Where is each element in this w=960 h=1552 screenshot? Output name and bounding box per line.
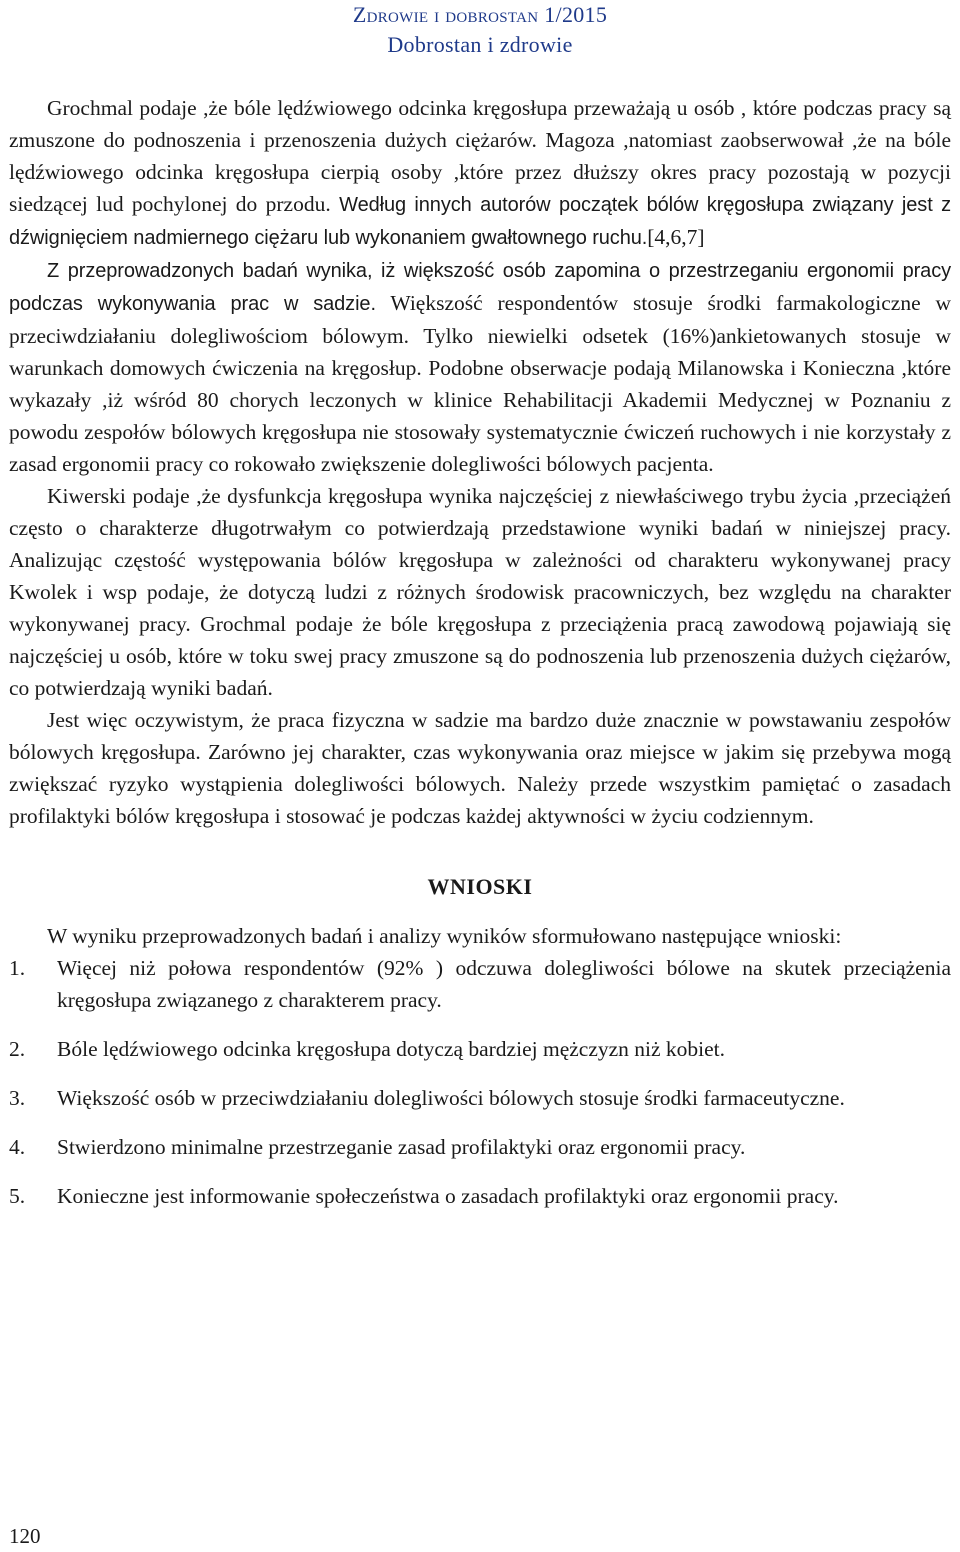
conclusions-heading: WNIOSKI bbox=[427, 874, 533, 899]
list-item bbox=[9, 1033, 951, 1065]
list-item bbox=[9, 1180, 951, 1212]
journal-title: Zdrowie i dobrostan 1/2015 bbox=[352, 2, 608, 27]
list-item bbox=[9, 1131, 951, 1163]
paragraph-2-part-a: Z przeprowadzonych badań wynika, iż większość osób zapomina o przestrzeganiu ergonomii pracy podczas wykonywania prac w sadzie. bbox=[9, 260, 951, 315]
list-item-text: Bóle lędźwiowego odcinka kręgosłupa dotyczą bardziej mężczyzn niż kobiet. bbox=[57, 1037, 726, 1061]
list-item-number: 3. bbox=[9, 1086, 26, 1110]
section-title-header: Dobrostan i zdrowie bbox=[387, 32, 573, 57]
list-item-number: 2. bbox=[9, 1037, 26, 1061]
paragraph-2-part-b: Większość respondentów stosuje środki farmakologiczne w przeciwdziałaniu dolegliwościom bólowym. Tylko niewielki odsetek (16%)ankietowanych stosuje w warunkach domowych ćwiczenia na kręgosłup. Podobne obserwacje podają Milanowska i Konieczna ,które wykazały ,iż wśród 80 chorych leczonych w klinice Rehabilitacji Akademii Medycznej w Poznaniu z powodu zespołów bólowych kręgosłupa nie stosowały systematycznie ćwiczeń ruchowych i nie korzystały z zasad ergonomii pracy co rokowało zwiększenie dolegliwości bólowych pacjenta. bbox=[9, 291, 952, 476]
paragraph-4: Jest więc oczywistym, że praca fizyczna w sadzie ma bardzo duże znacznie w powstawaniu zespołów bólowych kręgosłupa. Zarówno jej charakter, czas wykonywania oraz miejsce w jakim się przebywa mogą zwiększać ryzyko wystąpienia dolegliwości bólowych. Należy przede wszystkim pamiętać o zasadach profilaktyki bólów kręgosłupa i stosować je podczas każdej aktywności w życiu codziennym. bbox=[9, 708, 951, 828]
paragraph-1 bbox=[9, 92, 951, 254]
paragraph-2 bbox=[9, 254, 951, 480]
list-item bbox=[9, 952, 951, 1016]
paragraph-3: Kiwerski podaje ,że dysfunkcja kręgosłupa wynika najczęściej z niewłaściwego trybu życia ,przeciążeń często o charakterze długotrwałym co potwierdzają przedstawione wyniki badań w niniejszej pracy. Analizując częstość występowania bólów kręgosłupa w zależności od charakteru wykonywanej pracy Kwolek i wsp podaje, że dotyczą ludzi z różnych środowisk pracowniczych, bez względu na charakter wykonywanej pracy. Grochmal podaje że bóle kręgosłupa z przeciążenia pracą zawodową pojawiają się najczęściej u osób, które w toku swej pracy zmuszone są do podnoszenia lub przenoszenia dużych ciężarów, co potwierdzają wyniki badań. bbox=[9, 484, 951, 700]
list-item-number: 1. bbox=[9, 956, 26, 980]
list-item-text: Stwierdzono minimalne przestrzeganie zasad profilaktyki oraz ergonomii pracy. bbox=[57, 1135, 746, 1159]
paragraph-1-part-a: Grochmal podaje ,że bóle lędźwiowego odcinka kręgosłupa przeważają u osób , które podczas pracy są zmuszone do podnoszenia i przenoszenia dużych ciężarów. Magoza ,natomiast zaobserwował ,że na bóle lędźwiowego odcinka kręgosłupa cierpią osoby ,które przez dłuższy okres pracy pozostają w pozycji siedzącej lud pochylonej do przodu. bbox=[9, 96, 951, 216]
list-item-text: Konieczne jest informowanie społeczeństwa o zasadach profilaktyki oraz ergonomii pracy. bbox=[57, 1184, 839, 1208]
citation: [4,6,7] bbox=[647, 225, 705, 249]
conclusions-list bbox=[9, 952, 951, 1212]
conclusions-intro: W wyniku przeprowadzonych badań i analizy wyników sformułowano następujące wnioski: bbox=[47, 924, 842, 948]
list-item-number: 5. bbox=[9, 1184, 26, 1208]
paragraph-1-part-b: Według innych autorów początek bólów kręgosłupa związany jest z dźwignięciem nadmiernego ciężaru lub wykonaniem gwałtownego ruchu. bbox=[9, 194, 951, 249]
article-body bbox=[9, 92, 951, 1229]
list-item-text: Więcej niż połowa respondentów (92% ) odczuwa dolegliwości bólowe na skutek przeciążenia kręgosłupa związanego z charakterem pracy. bbox=[57, 956, 951, 1012]
list-item-text: Większość osób w przeciwdziałaniu dolegliwości bólowych stosuje środki farmaceutyczne. bbox=[57, 1086, 845, 1110]
list-item bbox=[9, 1082, 951, 1114]
page-number: 120 bbox=[9, 1524, 41, 1548]
list-item-number: 4. bbox=[9, 1135, 26, 1159]
